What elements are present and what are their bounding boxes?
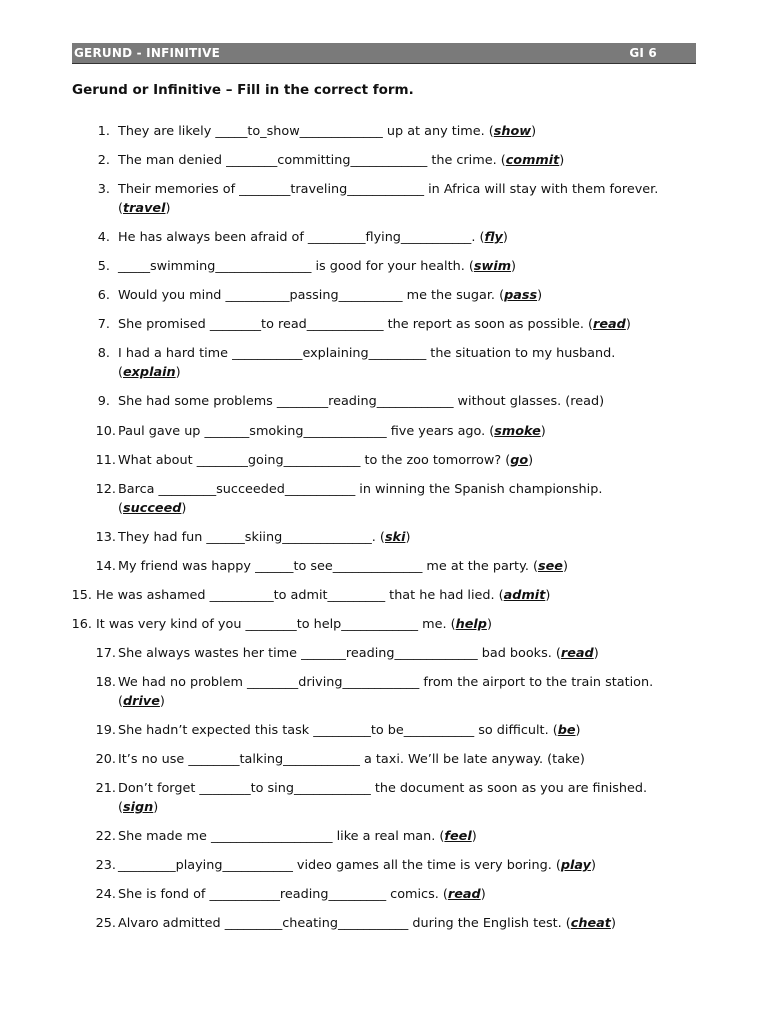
item-sentence [118, 750, 585, 769]
sentence-end: is good for your health. ( [311, 259, 474, 274]
answer-blank: ________to sing____________ [199, 781, 371, 796]
page-title: Gerund or Infinitive – Fill in the correct form. [72, 82, 414, 98]
answer-blank: ________talking____________ [188, 752, 360, 767]
sentence-end: up at any time. ( [382, 124, 494, 139]
item-sentence [118, 422, 546, 441]
hint-close-paren: ) [480, 887, 486, 902]
sentence-start: Their memories of [118, 182, 240, 197]
header-topic: GERUND - INFINITIVE [74, 46, 220, 60]
item-sentence [118, 914, 616, 933]
item-sentence [96, 615, 492, 634]
sentence-end: bad books. ( [477, 646, 561, 661]
item-sentence [118, 315, 631, 334]
verb-hint: be [557, 723, 576, 738]
sentence-end: the situation to my husband. [426, 346, 616, 361]
answer-blank: ______to see______________ [255, 559, 423, 574]
hint-open-paren: ( [118, 501, 123, 516]
hint-close-paren: ) [559, 153, 565, 168]
item-sentence [118, 180, 658, 199]
item-sentence [118, 228, 508, 247]
item-sentence [118, 151, 564, 170]
item-sentence [118, 827, 477, 846]
item-number: 6. [97, 288, 110, 303]
hint-close-paren: ) [545, 588, 551, 603]
sentence-start: She made me [118, 829, 211, 844]
sentence-end: me at the party. ( [422, 559, 538, 574]
answer-blank: ___________reading_________ [209, 887, 387, 902]
item-sentence [118, 721, 581, 740]
item-number: 25. [95, 916, 116, 931]
item-sentence [118, 673, 653, 692]
hint-close-paren: ) [159, 694, 165, 709]
hint-close-paren: ) [575, 723, 581, 738]
item-number: 13. [95, 530, 116, 545]
answer-blank: ________reading____________ [276, 394, 454, 409]
item-sentence [118, 286, 542, 305]
sentence-start: Would you mind [118, 288, 226, 303]
answer-blank: ________driving____________ [247, 675, 420, 690]
item-sentence-continued [118, 199, 170, 218]
header-bar [72, 43, 696, 64]
verb-hint: drive [123, 694, 160, 709]
answer-blank: ___________explaining_________ [232, 346, 427, 361]
answer-blank: __________to admit_________ [209, 588, 386, 603]
sentence-end: comics. ( [386, 887, 448, 902]
hint-close-paren: ) [511, 259, 517, 274]
header-code: GI 6 [629, 46, 657, 60]
item-number: 10. [95, 424, 116, 439]
item-sentence [118, 451, 533, 470]
item-sentence [118, 122, 536, 141]
answer-blank: ________to read____________ [209, 317, 384, 332]
answer-blank: _________succeeded___________ [158, 482, 356, 497]
item-number: 17. [95, 646, 116, 661]
sentence-start: Paul gave up [118, 424, 205, 439]
hint-close-paren: ) [405, 530, 411, 545]
item-number: 16. [71, 617, 92, 632]
item-number: 2. [97, 153, 110, 168]
item-sentence [118, 480, 602, 499]
sentence-start: They had fun [118, 530, 207, 545]
sentence-start: What about [118, 453, 197, 468]
verb-hint: read [560, 646, 594, 661]
hint-close-paren: ) [625, 317, 631, 332]
answer-blank: ___________________ [210, 829, 333, 844]
hint-close-paren: ) [540, 424, 546, 439]
hint-close-paren: ) [153, 800, 159, 815]
item-number: 9. [97, 394, 110, 409]
sentence-start: She is fond of [118, 887, 210, 902]
sentence-start: I had a hard time [118, 346, 233, 361]
sentence-start: She always wastes her time [118, 646, 302, 661]
item-number: 7. [97, 317, 110, 332]
hint-close-paren: ) [528, 453, 534, 468]
sentence-start: Don’t forget [118, 781, 200, 796]
answer-blank: ________to help____________ [245, 617, 419, 632]
answer-blank: _______reading_____________ [301, 646, 478, 661]
sentence-start: Alvaro admitted [118, 916, 225, 931]
sentence-start: He was ashamed [96, 588, 210, 603]
sentence-start: My friend was happy [118, 559, 256, 574]
verb-hint: smoke [494, 424, 541, 439]
answer-blank: _________flying___________ [307, 230, 472, 245]
item-sentence [118, 557, 568, 576]
verb-hint: feel [444, 829, 472, 844]
item-number: 1. [97, 124, 110, 139]
sentence-start: The man denied [118, 153, 227, 168]
item-number: 19. [95, 723, 116, 738]
verb-hint: show [493, 124, 532, 139]
item-number: 11. [95, 453, 116, 468]
item-number: 21. [95, 781, 116, 796]
sentence-end: like a real man. ( [332, 829, 445, 844]
hint-close-paren: ) [610, 916, 616, 931]
verb-hint: swim [473, 259, 512, 274]
verb-hint: ski [384, 530, 406, 545]
hint-close-paren: ) [471, 829, 477, 844]
sentence-end: the document as soon as you are finished. [370, 781, 648, 796]
hint-open-paren: ( [118, 694, 123, 709]
answer-blank: _______smoking_____________ [204, 424, 387, 439]
sentence-start: They are likely [118, 124, 216, 139]
hint-open-paren: ( [118, 365, 123, 380]
sentence-start: He has always been afraid of [118, 230, 308, 245]
answer-blank: _____to_show_____________ [215, 124, 383, 139]
sentence-end: in Africa will stay with them forever. [424, 182, 659, 197]
item-sentence-continued [118, 692, 165, 711]
hint-close-paren: ) [562, 559, 568, 574]
item-sentence [118, 644, 599, 663]
verb-hint: admit [503, 588, 546, 603]
sentence-start: It’s no use [118, 752, 189, 767]
sentence-start: We had no problem [118, 675, 248, 690]
verb-hint: succeed [123, 501, 182, 516]
hint-open-paren: ( [118, 800, 123, 815]
answer-blank: ________committing____________ [226, 153, 428, 168]
answer-blank: ________going____________ [196, 453, 361, 468]
item-sentence-continued [118, 499, 186, 518]
verb-hint: pass [504, 288, 538, 303]
sentence-end: in winning the Spanish championship. [355, 482, 603, 497]
item-sentence [118, 392, 604, 411]
item-sentence-continued [118, 363, 181, 382]
item-number: 3. [97, 182, 110, 197]
sentence-start: Barca [118, 482, 159, 497]
sentence-start: She promised [118, 317, 210, 332]
verb-hint: explain [123, 365, 176, 380]
item-sentence [118, 885, 486, 904]
hint-open-paren: ( [118, 201, 123, 216]
verb-hint: play [560, 858, 591, 873]
hint-close-paren: ) [590, 858, 596, 873]
verb-hint: see [537, 559, 563, 574]
sentence-end: from the airport to the train station. [419, 675, 654, 690]
sentence-end: . ( [471, 230, 485, 245]
verb-hint: cheat [570, 916, 611, 931]
item-sentence [118, 344, 615, 363]
hint-close-paren: ) [181, 501, 187, 516]
verb-hint: read [447, 887, 481, 902]
hint-close-paren: ) [537, 288, 543, 303]
sentence-end: a taxi. We’ll be late anyway. (take) [359, 752, 585, 767]
item-sentence [118, 856, 596, 875]
sentence-start: She had some problems [118, 394, 277, 409]
hint-close-paren: ) [175, 365, 181, 380]
item-number: 14. [95, 559, 116, 574]
item-number: 24. [95, 887, 116, 902]
sentence-end: the report as soon as possible. ( [383, 317, 594, 332]
verb-hint: read [593, 317, 626, 332]
item-number: 22. [95, 829, 116, 844]
hint-close-paren: ) [165, 201, 171, 216]
hint-close-paren: ) [593, 646, 599, 661]
verb-hint: commit [505, 153, 560, 168]
sentence-end: five years ago. ( [386, 424, 495, 439]
sentence-start: She hadn’t expected this task [118, 723, 314, 738]
sentence-end: without glasses. (read) [453, 394, 605, 409]
item-sentence [118, 779, 647, 798]
verb-hint: sign [123, 800, 154, 815]
sentence-end: . ( [371, 530, 385, 545]
item-sentence [118, 257, 516, 276]
item-sentence-continued [118, 798, 158, 817]
answer-blank: _____swimming_______________ [118, 259, 312, 274]
hint-close-paren: ) [486, 617, 492, 632]
answer-blank: ________traveling____________ [239, 182, 425, 197]
answer-blank: __________passing__________ [225, 288, 403, 303]
sentence-end: me. ( [418, 617, 456, 632]
item-number: 5. [97, 259, 110, 274]
item-number: 8. [97, 346, 110, 361]
answer-blank: ______skiing______________ [206, 530, 372, 545]
verb-hint: fly [484, 230, 503, 245]
item-number: 20. [95, 752, 116, 767]
sentence-start: It was very kind of you [96, 617, 246, 632]
sentence-end: to the zoo tomorrow? ( [360, 453, 511, 468]
verb-hint: help [455, 617, 487, 632]
answer-blank: _________to be___________ [313, 723, 475, 738]
sentence-end: the crime. ( [427, 153, 506, 168]
answer-blank: _________playing___________ [118, 858, 293, 873]
item-number: 23. [95, 858, 116, 873]
item-sentence [118, 528, 410, 547]
answer-blank: _________cheating___________ [224, 916, 409, 931]
item-number: 15. [71, 588, 92, 603]
item-sentence [96, 586, 550, 605]
hint-close-paren: ) [531, 124, 537, 139]
item-number: 4. [97, 230, 110, 245]
verb-hint: travel [123, 201, 166, 216]
sentence-end: me the sugar. ( [402, 288, 505, 303]
sentence-end: during the English test. ( [408, 916, 571, 931]
sentence-end: video games all the time is very boring. ( [292, 858, 561, 873]
hint-close-paren: ) [502, 230, 508, 245]
sentence-end: that he had lied. ( [385, 588, 504, 603]
item-number: 12. [95, 482, 116, 497]
verb-hint: go [510, 453, 529, 468]
sentence-end: so difficult. ( [474, 723, 558, 738]
item-number: 18. [95, 675, 116, 690]
